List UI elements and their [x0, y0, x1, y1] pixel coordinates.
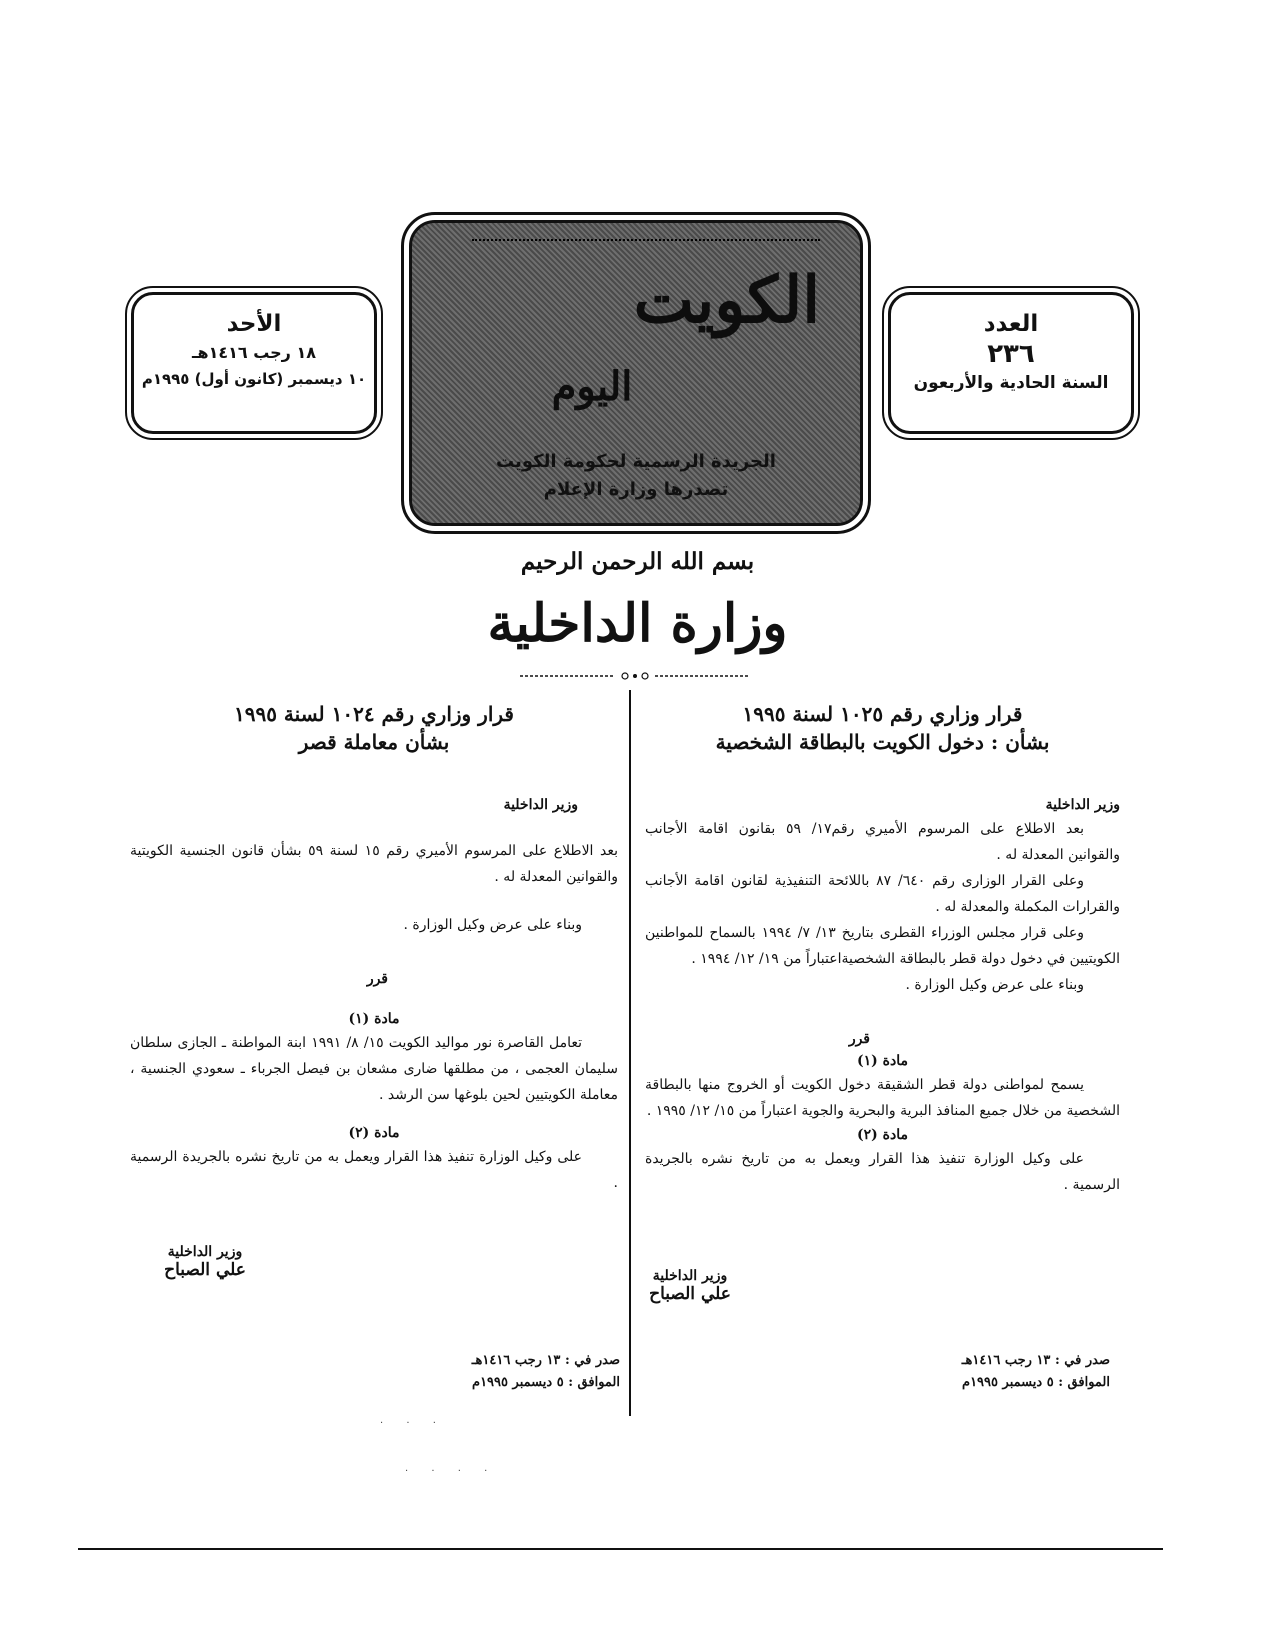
- decree-1025-paragraph: [645, 816, 1120, 868]
- decree-1025-paragraph: [645, 972, 1120, 998]
- decree-1024-article1-text: [130, 1030, 618, 1108]
- decree-1025-article1-body: يسمح لمواطنى دولة قطر الشقيقة دخول الكويت أو الخروج منها بالبطاقة الشخصية من خلال جميع المنافذ البرية والبحرية والجوية اعتباراً من ١٥/ ١٢/ ١٩٩٥ .: [645, 1077, 1120, 1119]
- scan-specks: · · ·: [380, 1418, 446, 1429]
- issue-number: ٢٣٦: [987, 339, 1035, 369]
- decree-1024-paragraph-text: بعد الاطلاع على المرسوم الأميري رقم ١٥ لسنة ٥٩ بشأن قانون الجنسية الكويتية والقوانين المعدلة له .: [130, 843, 618, 885]
- masthead-dotted-line: [472, 239, 820, 251]
- decree-1025-signature: [610, 1268, 770, 1304]
- decree-1025-corresponding: الموافق : ٥ ديسمبر ١٩٩٥م: [962, 1375, 1110, 1390]
- decree-1024-article2-body: على وكيل الوزارة تنفيذ هذا القرار ويعمل به من تاريخ نشره بالجريدة الرسمية .: [130, 1149, 618, 1191]
- column-divider: [629, 690, 631, 1416]
- decree-1025-issued: صدر في : ١٣ رجب ١٤١٦هـ: [961, 1353, 1110, 1368]
- decree-1024-subject: بشأن معاملة قصر: [298, 730, 450, 754]
- ornament-divider: [520, 670, 750, 682]
- issue-date-box: [131, 292, 377, 434]
- decree-1025-minister-heading: وزير الداخلية: [1045, 797, 1120, 813]
- gazette-masthead: [409, 220, 863, 526]
- decree-1024-minister-heading: وزير الداخلية: [503, 797, 578, 813]
- decree-1024-signature-name: علي الصباح: [164, 1260, 246, 1280]
- issue-number-label: العدد: [983, 311, 1039, 337]
- decree-1025-subject: بشأن : دخول الكويت بالبطاقة الشخصية: [715, 730, 1050, 754]
- decree-1025-issue-info: [880, 1350, 1110, 1394]
- decree-1024-signature: [125, 1244, 285, 1280]
- decree-1024-article2-text: [130, 1144, 618, 1196]
- decree-1025-paragraph: [645, 868, 1120, 920]
- decree-1024-decided: قرر: [366, 971, 388, 987]
- ministry-heading: وزارة الداخلية: [487, 593, 788, 654]
- decree-1024-issued: صدر في : ١٣ رجب ١٤١٦هـ: [471, 1353, 620, 1368]
- decree-1024-paragraph: [130, 838, 618, 890]
- decree-1024-paragraph: [130, 912, 618, 938]
- gazette-title: الكويت: [633, 263, 820, 338]
- bottom-rule: [78, 1548, 1163, 1550]
- decree-1025-decided: قرر: [848, 1031, 870, 1047]
- decree-1025-article1-text: [645, 1072, 1120, 1124]
- decree-1025-paragraph-text: وعلى قرار مجلس الوزراء القطرى بتاريخ ١٣/ ٧/ ١٩٩٤ بالسماح للمواطنين الكويتيين في دخول دولة قطر بالبطاقة الشخصيةاعتباراً من ١٩/ ١٢/ ١٩٩٤ .: [645, 925, 1120, 967]
- decree-1025-title: قرار وزاري رقم ١٠٢٥ لسنة ١٩٩٥: [742, 702, 1023, 726]
- scan-specks: · · · ·: [405, 1466, 498, 1477]
- issue-number-box: [888, 292, 1134, 434]
- decree-1025-paragraph-text: وبناء على عرض وكيل الوزارة .: [905, 977, 1084, 993]
- gazette-subtitle: اليوم: [551, 363, 633, 410]
- issue-year: السنة الحادية والأربعون: [913, 373, 1109, 393]
- decree-1024-corresponding: الموافق : ٥ ديسمبر ١٩٩٥م: [472, 1375, 620, 1390]
- decree-1024-article1-label: مادة (١): [348, 1011, 400, 1027]
- decree-1025-article2-body: على وكيل الوزارة تنفيذ هذا القرار ويعمل به من تاريخ نشره بالجريدة الرسمية .: [645, 1151, 1120, 1193]
- decree-1024-paragraph-text: وبناء على عرض وكيل الوزارة .: [403, 917, 582, 933]
- decree-1025-signature-title: وزير الداخلية: [652, 1268, 728, 1284]
- gazette-publisher: تصدرها وزارة الإعلام: [543, 479, 729, 500]
- issue-day: الأحد: [226, 311, 282, 337]
- decree-1025-article1-label: مادة (١): [857, 1053, 908, 1069]
- decree-1024-title: قرار وزاري رقم ١٠٢٤ لسنة ١٩٩٥: [234, 702, 514, 726]
- decree-1025-paragraph-text: بعد الاطلاع على المرسوم الأميري رقم١٧/ ٥٩ بقانون اقامة الأجانب والقوانين المعدلة له .: [645, 821, 1120, 863]
- gazette-tagline: الجريدة الرسمية لحكومة الكويت: [496, 451, 776, 472]
- basmala: بسم الله الرحمن الرحيم: [520, 548, 755, 575]
- decree-1025-signature-name: علي الصباح: [649, 1284, 731, 1304]
- decree-1025: [645, 700, 1120, 1198]
- decree-1025-article2-label: مادة (٢): [857, 1127, 908, 1143]
- issue-hijri-date: ١٨ رجب ١٤١٦هـ: [192, 343, 316, 362]
- decree-1024-article1-body: تعامل القاصرة نور مواليد الكويت ١٥/ ٨/ ١٩٩١ ابنة المواطنة ـ الجازى سلطان سليمان العجمى ، من مطلقها ضارى مشعان بن فيصل الجرباء ـ سعودي الجنسية ، معاملة الكويتيين لحين بلوغها سن الرشد .: [130, 1035, 618, 1103]
- decree-1024: [130, 700, 618, 1196]
- decree-1024-issue-info: [400, 1350, 620, 1394]
- decree-1025-article2-text: [645, 1146, 1120, 1198]
- decree-1025-paragraph: [645, 920, 1120, 972]
- decree-1024-signature-title: وزير الداخلية: [167, 1244, 243, 1260]
- decree-1024-article2-label: مادة (٢): [348, 1125, 400, 1141]
- decree-1025-paragraph-text: وعلى القرار الوزارى رقم ٦٤٠/ ٨٧ باللائحة التنفيذية لقانون اقامة الأجانب والقرارات المكملة والمعدلة له .: [645, 873, 1120, 915]
- issue-gregorian-date: ١٠ ديسمبر (كانون أول) ١٩٩٥م: [141, 370, 367, 388]
